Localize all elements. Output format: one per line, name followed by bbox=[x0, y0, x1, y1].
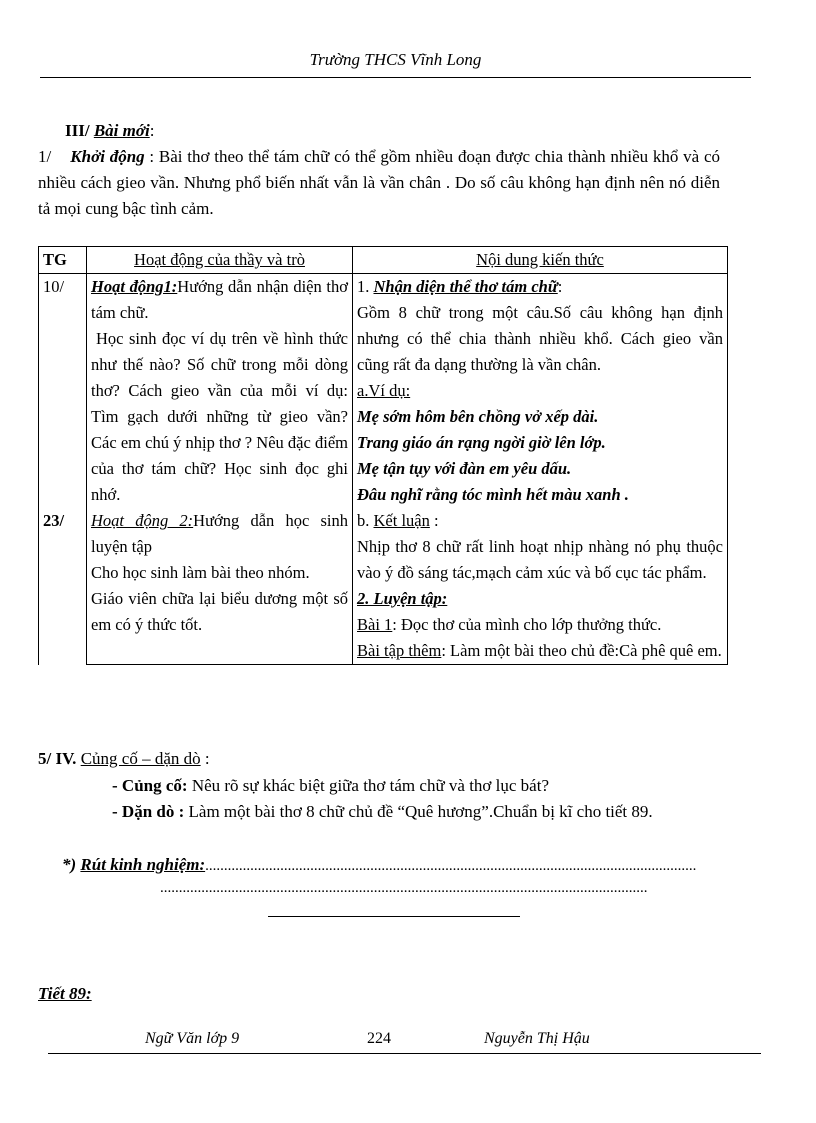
khoi-dong-label: Khởi động bbox=[70, 147, 145, 166]
section3-title: Bài mới bbox=[93, 121, 150, 140]
footer-subject: Ngữ Văn lớp 9 bbox=[145, 1030, 240, 1047]
content-cell bbox=[353, 274, 728, 665]
rut-kinh-nghiem-line bbox=[62, 852, 717, 879]
header-activity: Hoạt động của thầy và trò bbox=[87, 247, 353, 274]
content-s1-label: Nhận diện thể thơ tám chữ bbox=[373, 277, 558, 296]
row2-tg-value: 23/ bbox=[43, 511, 65, 530]
content-a-label: a.Ví dụ: bbox=[357, 381, 411, 400]
section3-colon: : bbox=[149, 121, 155, 140]
section4-title: Củng cố – dặn dò bbox=[80, 749, 201, 768]
table-header-row bbox=[39, 247, 728, 274]
content-s2-title: 2. Luyện tập: bbox=[357, 589, 448, 608]
poem-line: Mẹ tận tụy với đàn em yêu dấu. bbox=[357, 459, 572, 478]
dan-do-line bbox=[38, 799, 723, 825]
header-tg: TG bbox=[39, 247, 87, 274]
activity2-line1: Cho học sinh làm bài theo nhóm. bbox=[91, 563, 310, 582]
content-b-colon: : bbox=[429, 511, 439, 530]
khoi-dong-time: 1/ bbox=[38, 147, 52, 166]
cung-co-text: Nêu rõ sự khác biệt giữa thơ tám chữ và thơ lục bát? bbox=[187, 776, 549, 795]
content-b-label bbox=[357, 508, 723, 534]
content-s1-num: 1. bbox=[357, 277, 370, 296]
header-content: Nội dung kiến thức bbox=[353, 247, 728, 274]
content-b-num: b. bbox=[357, 511, 370, 530]
activity2-title: Hướng dẫn học sinh luyện tập bbox=[91, 511, 348, 556]
lesson-table bbox=[38, 246, 728, 665]
section4-heading bbox=[38, 746, 210, 772]
bai-them-label: Bài tập thêm bbox=[357, 641, 442, 660]
dan-do-label: - Dặn dò : bbox=[112, 802, 185, 821]
content-bai-them bbox=[357, 638, 723, 664]
section3-heading bbox=[65, 118, 154, 144]
poem-line: Đâu nghĩ rằng tóc mình hết màu xanh . bbox=[357, 485, 629, 504]
activity1-label: Hoạt động1: bbox=[91, 277, 178, 296]
content-bai1 bbox=[357, 612, 723, 638]
activity2-label: Hoạt động 2: bbox=[91, 511, 194, 530]
activity2 bbox=[91, 508, 348, 560]
content-b-text: Nhịp thơ 8 chữ rất linh hoạt nhịp nhàng nó phụ thuộc vào ý đồ sáng tác,mạch cảm xúc và bố cục tác phẩm. bbox=[357, 537, 723, 582]
page-header: Trường THCS Vĩnh Long bbox=[309, 50, 482, 69]
content-b-title: Kết luận bbox=[373, 511, 430, 530]
section-divider bbox=[268, 916, 520, 917]
dan-do-text: Làm một bài thơ 8 chữ chủ đề “Quê hương”.Chuẩn bị kĩ cho tiết 89. bbox=[184, 802, 653, 821]
footer-rule bbox=[48, 1053, 761, 1054]
bai-them-text: : Làm một bài theo chủ đề:Cà phê quê em. bbox=[441, 641, 722, 660]
row1-tg-value: 10/ bbox=[43, 277, 65, 296]
row1-tg bbox=[39, 274, 87, 665]
activity1-body: Học sinh đọc ví dụ trên về hình thức như thế nào? Số chữ trong mỗi dòng thơ? Cách gieo vần của mỗi ví dụ: Tìm gạch dưới những từ gieo vần? Các em chú ý nhịp thơ ? Nêu đặc điểm của thơ tám chữ? Học sinh đọc ghi nhớ. bbox=[91, 329, 348, 504]
header-rule bbox=[40, 77, 751, 78]
rkn-dots-2: .................................................................................................................................. bbox=[160, 880, 648, 896]
section3-num: III/ bbox=[65, 121, 90, 140]
next-lesson-title: Tiết 89: bbox=[38, 984, 92, 1003]
activity1-title: Hướng dẫn nhận diện thơ tám chữ. bbox=[91, 277, 348, 322]
footer-page-number: 224 bbox=[367, 1030, 391, 1047]
cung-co-line bbox=[112, 773, 549, 799]
table-row bbox=[39, 274, 728, 665]
bai1-text: : Đọc thơ của mình cho lớp thưởng thức. bbox=[392, 615, 662, 634]
activity1 bbox=[91, 274, 348, 326]
activity-cell bbox=[87, 274, 353, 665]
content-s1-colon: : bbox=[557, 277, 563, 296]
rkn-prefix: *) bbox=[62, 855, 77, 874]
rkn-label: Rút kinh nghiệm: bbox=[80, 855, 206, 874]
bai1-label: Bài 1 bbox=[357, 615, 393, 634]
poem-line: Trang giáo án rạng ngời giờ lên lớp. bbox=[357, 433, 606, 452]
footer-author: Nguyễn Thị Hậu bbox=[484, 1030, 590, 1047]
content-s1-title bbox=[357, 274, 723, 300]
poem-line: Mẹ sớm hôm bên chồng vở xếp dài. bbox=[357, 407, 599, 426]
section4-num: IV. bbox=[55, 749, 77, 768]
cung-co-label: - Củng cố: bbox=[112, 776, 188, 795]
khoi-dong-paragraph bbox=[38, 144, 720, 222]
content-s1-text: Gồm 8 chữ trong một câu.Số câu không hạn định nhưng có thể chia thành nhiều khổ. Cách gieo vần cũng rất đa dạng thường là vần chân. bbox=[357, 303, 723, 374]
khoi-dong-text: : Bài thơ theo thể tám chữ có thể gồm nhiều đoạn được chia thành nhiều khổ và có nhiều cách gieo vần. Nhưng phổ biến nhất vẫn là vần chân . Do số câu không hạn định nên nó diễn tả mọi cung bậc tình cảm. bbox=[38, 147, 721, 218]
section4-colon: : bbox=[200, 749, 210, 768]
activity2-line2: Giáo viên chữa lại biểu dương một số em có ý thức tốt. bbox=[91, 589, 348, 634]
rkn-dots-1: ................................................................................................................................... bbox=[205, 858, 697, 874]
section4-time: 5/ bbox=[38, 749, 52, 768]
